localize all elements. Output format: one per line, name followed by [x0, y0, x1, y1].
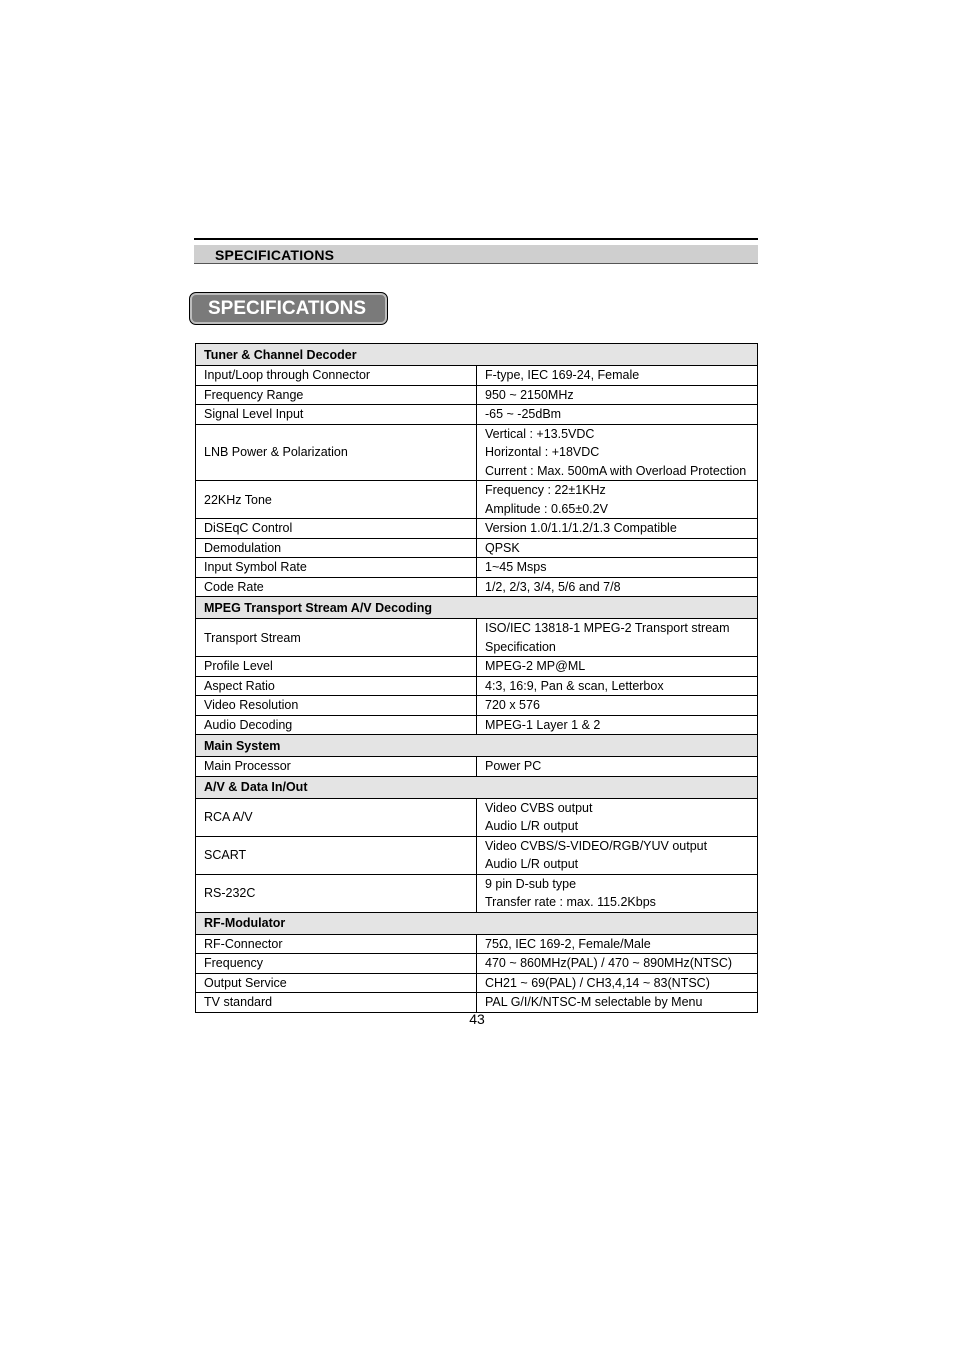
- param-cell: TV standard: [196, 993, 477, 1013]
- value-cell: [477, 577, 758, 597]
- param-cell: Signal Level Input: [196, 405, 477, 425]
- section-header-row: [196, 597, 758, 619]
- table-row: [196, 481, 758, 519]
- value-line: 4:3, 16:9, Pan & scan, Letterbox: [485, 678, 664, 693]
- section-header-label: SPECIFICATIONS: [215, 247, 335, 263]
- param-cell: Input Symbol Rate: [196, 558, 477, 578]
- value-cell: [477, 798, 758, 836]
- value-cell: [477, 558, 758, 578]
- value-line: 470 ~ 860MHz(PAL) / 470 ~ 890MHz(NTSC): [485, 956, 733, 970]
- value-line: 75Ω, IEC 169-2, Female/Male: [485, 936, 651, 951]
- param-cell: Transport Stream: [196, 619, 477, 657]
- section-title: A/V & Data In/Out: [196, 776, 758, 798]
- table-row: [196, 519, 758, 539]
- param-cell: Aspect Ratio: [196, 676, 477, 696]
- param-cell: Frequency Range: [196, 385, 477, 405]
- table-row: [196, 696, 758, 716]
- value-cell: [477, 715, 758, 735]
- value-line: Transfer rate : max. 115.2Kbps: [485, 895, 656, 909]
- value-cell: [477, 366, 758, 386]
- table-row: [196, 836, 758, 874]
- section-title: Main System: [196, 735, 758, 757]
- value-cell: [477, 424, 758, 481]
- table-row: [196, 993, 758, 1013]
- value-line: 1~45 Msps: [485, 560, 547, 574]
- table-row: [196, 558, 758, 578]
- table-row: [196, 676, 758, 696]
- section-title: MPEG Transport Stream A/V Decoding: [196, 597, 758, 619]
- value-line: 720 x 576: [485, 698, 540, 712]
- value-cell: [477, 538, 758, 558]
- value-line: F-type, IEC 169-24, Female: [485, 368, 640, 382]
- value-line: ISO/IEC 13818-1 MPEG-2 Transport stream Specification: [485, 621, 730, 654]
- param-cell: RF-Connector: [196, 934, 477, 954]
- table-row: [196, 757, 758, 777]
- section-header-row: [196, 912, 758, 934]
- param-cell: 22KHz Tone: [196, 481, 477, 519]
- value-cell: [477, 519, 758, 539]
- value-line: Current : Max. 500mA with Overload Protection: [485, 463, 747, 478]
- value-line: QPSK: [485, 540, 520, 555]
- value-cell: [477, 696, 758, 716]
- value-cell: [477, 657, 758, 677]
- value-cell: [477, 954, 758, 974]
- param-cell: RS-232C: [196, 874, 477, 912]
- table-row: [196, 385, 758, 405]
- value-line: Audio L/R output: [485, 819, 579, 833]
- param-cell: Code Rate: [196, 577, 477, 597]
- value-line: MPEG-1 Layer 1 & 2: [485, 717, 601, 732]
- value-line: Frequency : 22±1KHz: [485, 483, 606, 497]
- page-title: SPECIFICATIONS: [208, 298, 366, 319]
- param-cell: Audio Decoding: [196, 715, 477, 735]
- section-header-row: [196, 344, 758, 366]
- value-line: 950 ~ 2150MHz: [485, 387, 574, 402]
- value-cell: [477, 619, 758, 657]
- value-cell: [477, 874, 758, 912]
- value-line: 1/2, 2/3, 3/4, 5/6 and 7/8: [485, 579, 621, 594]
- value-cell: [477, 934, 758, 954]
- table-row: [196, 424, 758, 481]
- value-cell: [477, 676, 758, 696]
- table-row: [196, 577, 758, 597]
- table-row: [196, 798, 758, 836]
- value-line: Video CVBS output: [485, 800, 593, 815]
- value-line: Amplitude : 0.65±0.2V: [485, 501, 608, 516]
- value-cell: [477, 405, 758, 425]
- value-line: Vertical : +13.5VDC: [485, 426, 595, 441]
- value-line: MPEG-2 MP@ML: [485, 659, 586, 673]
- param-cell: Input/Loop through Connector: [196, 366, 477, 386]
- page-number: 43: [469, 1011, 485, 1027]
- param-cell: RCA A/V: [196, 798, 477, 836]
- param-cell: Profile Level: [196, 657, 477, 677]
- param-cell: Demodulation: [196, 538, 477, 558]
- table-row: [196, 619, 758, 657]
- value-cell: [477, 385, 758, 405]
- param-cell: Output Service: [196, 973, 477, 993]
- value-line: Version 1.0/1.1/1.2/1.3 Compatible: [485, 521, 677, 535]
- section-header-row: [196, 776, 758, 798]
- value-line: PAL G/I/K/NTSC-M selectable by Menu: [485, 995, 703, 1009]
- table-row: [196, 973, 758, 993]
- value-line: Horizontal : +18VDC: [485, 445, 600, 459]
- value-cell: [477, 757, 758, 777]
- page-title-badge: [189, 292, 388, 325]
- table-row: [196, 715, 758, 735]
- param-cell: LNB Power & Polarization: [196, 424, 477, 481]
- table-row: [196, 934, 758, 954]
- value-cell: [477, 481, 758, 519]
- param-cell: DiSEqC Control: [196, 519, 477, 539]
- value-cell: [477, 836, 758, 874]
- value-line: -65 ~ -25dBm: [485, 407, 562, 421]
- value-cell: [477, 973, 758, 993]
- value-cell: [477, 993, 758, 1013]
- table-row: [196, 874, 758, 912]
- value-line: 9 pin D-sub type: [485, 876, 577, 891]
- specifications-table: [195, 343, 758, 1013]
- value-line: Power PC: [485, 759, 542, 773]
- param-cell: Main Processor: [196, 757, 477, 777]
- table-row: [196, 366, 758, 386]
- section-header-row: [196, 735, 758, 757]
- table-row: [196, 405, 758, 425]
- value-line: CH21 ~ 69(PAL) / CH3,4,14 ~ 83(NTSC): [485, 975, 710, 990]
- section-title: RF-Modulator: [196, 912, 758, 934]
- table-row: [196, 954, 758, 974]
- section-header-band: [194, 238, 758, 264]
- value-line: Audio L/R output: [485, 857, 579, 871]
- param-cell: Frequency: [196, 954, 477, 974]
- param-cell: Video Resolution: [196, 696, 477, 716]
- table-row: [196, 538, 758, 558]
- param-cell: SCART: [196, 836, 477, 874]
- section-title: Tuner & Channel Decoder: [196, 344, 758, 366]
- table-row: [196, 657, 758, 677]
- value-line: Video CVBS/S-VIDEO/RGB/YUV output: [485, 838, 708, 853]
